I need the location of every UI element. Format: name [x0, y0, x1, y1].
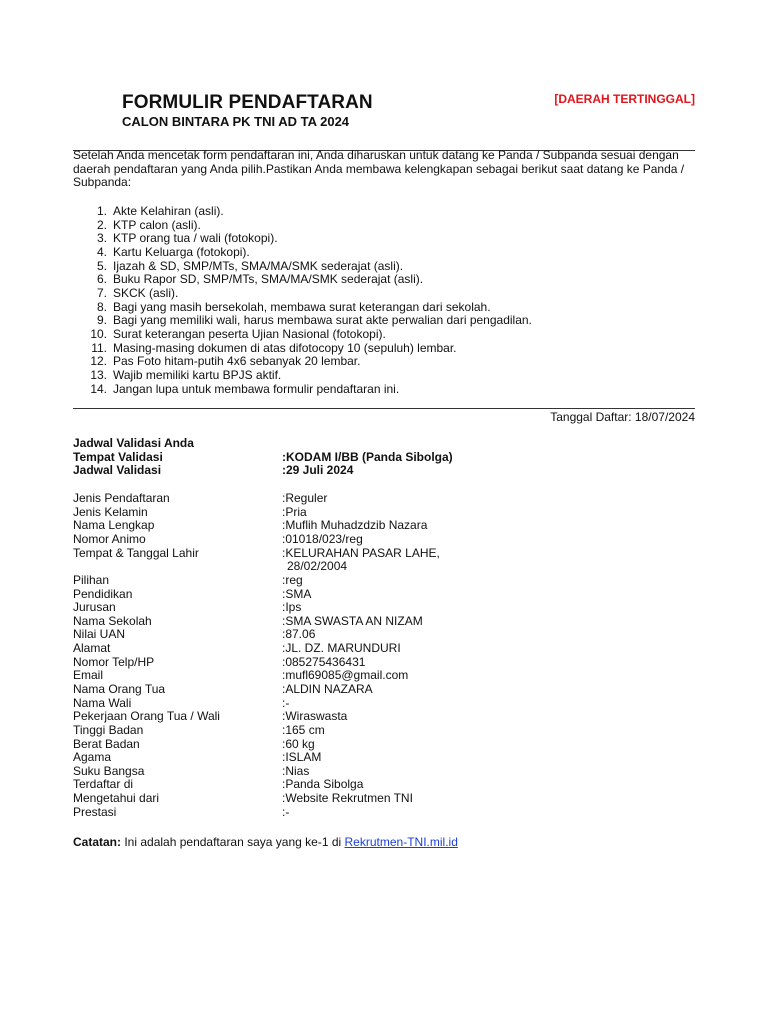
detail-value — [282, 506, 307, 520]
detail-value-text: :01018/023/reg — [282, 531, 363, 546]
detail-label: Nilai UAN — [73, 627, 126, 642]
detail-label: Tempat & Tanggal Lahir — [73, 545, 199, 560]
schedule-place-value: :KODAM I/BB (Panda Sibolga) — [282, 449, 453, 464]
requirement-number: 13. — [90, 367, 107, 382]
detail-value-line2: 28/02/2004 — [287, 559, 348, 574]
detail-row — [73, 683, 703, 697]
requirement-number: 9. — [96, 313, 107, 328]
detail-row — [73, 751, 703, 765]
detail-label: Nama Orang Tua — [73, 681, 166, 696]
detail-value — [282, 778, 363, 792]
detail-value — [282, 765, 309, 779]
detail-row — [73, 710, 703, 724]
requirement-text: Kartu Keluarga (fotokopi). — [113, 244, 250, 259]
detail-label: Berat Badan — [73, 736, 140, 751]
detail-value-text: :ISLAM — [282, 750, 322, 765]
detail-value-text: :- — [282, 695, 290, 710]
detail-label: Nomor Animo — [73, 531, 146, 546]
detail-value-text: :SMA — [282, 586, 312, 601]
detail-label: Nama Sekolah — [73, 613, 152, 628]
detail-row — [73, 628, 703, 642]
detail-value-text: :reg — [282, 572, 303, 587]
form-title: FORMULIR PENDAFTARAN — [122, 92, 373, 113]
requirement-item — [73, 342, 532, 356]
schedule-date-value: :29 Juli 2024 — [282, 463, 354, 478]
requirement-item — [73, 383, 532, 397]
detail-row — [73, 506, 703, 520]
detail-value-text: :SMA SWASTA AN NIZAM — [282, 613, 423, 628]
detail-label: Pendidikan — [73, 586, 133, 601]
detail-label: Jenis Kelamin — [73, 504, 148, 519]
detail-row — [73, 697, 703, 711]
requirement-number: 1. — [96, 204, 107, 218]
detail-label: Agama — [73, 750, 112, 765]
requirement-number: 3. — [96, 231, 107, 246]
detail-label: Nomor Telp/HP — [73, 654, 155, 669]
detail-row — [73, 574, 703, 588]
detail-value-text: :Website Rekrutmen TNI — [282, 791, 413, 806]
detail-value-text: :Panda Sibolga — [282, 777, 364, 792]
requirement-text: KTP calon (asli). — [113, 217, 201, 232]
detail-label: Mengetahui dari — [73, 791, 160, 806]
requirement-item — [73, 301, 532, 315]
detail-value — [282, 710, 347, 724]
requirement-number: 12. — [90, 354, 107, 369]
detail-label: Jurusan — [73, 600, 116, 615]
detail-row — [73, 492, 703, 506]
requirement-item — [73, 232, 532, 246]
requirement-item — [73, 369, 532, 383]
requirement-text: KTP orang tua / wali (fotokopi). — [113, 231, 278, 246]
detail-value-text: :085275436431 — [282, 654, 366, 669]
intro-paragraph: Setelah Anda mencetak form pendaftaran ini, Anda diharuskan untuk datang ke Panda / Subpanda sesuai dengan daerah pendaftaran yang Anda pilih.Pastikan Anda membawa kelengkapan sebagai berikut saat datang ke Panda / Subpanda: — [73, 148, 685, 190]
detail-row — [73, 519, 703, 533]
detail-value — [282, 697, 289, 711]
detail-row — [73, 656, 703, 670]
detail-row — [73, 765, 703, 779]
form-subtitle: CALON BINTARA PK TNI AD TA 2024 — [122, 114, 350, 129]
detail-row — [73, 533, 703, 547]
detail-value-text: :87.06 — [282, 627, 316, 642]
detail-value — [282, 601, 301, 615]
requirement-text: Surat keterangan peserta Ujian Nasional (fotokopi). — [113, 326, 386, 341]
detail-value-text: :Ips — [282, 600, 302, 615]
detail-value — [282, 628, 315, 642]
detail-value — [282, 806, 289, 820]
requirement-text: Ijazah & SD, SMP/MTs, SMA/MA/SMK sederajat (asli). — [113, 258, 404, 273]
detail-value-text: :mufl69085@gmail.com — [282, 668, 409, 683]
detail-value — [282, 519, 427, 533]
detail-value — [282, 751, 321, 765]
detail-value — [282, 533, 363, 547]
requirement-number: 7. — [96, 285, 107, 300]
detail-label: Nama Lengkap — [73, 518, 155, 533]
requirement-text: Akte Kelahiran (asli). — [113, 204, 224, 218]
detail-value-text: :JL. DZ. MARUNDURI — [282, 641, 401, 656]
requirement-item — [73, 273, 532, 287]
requirement-number: 8. — [96, 299, 107, 314]
detail-row — [73, 806, 703, 820]
note-text: Ini adalah pendaftaran saya yang ke-1 di — [121, 835, 345, 849]
detail-value-text: :ALDIN NAZARA — [282, 681, 373, 696]
requirement-item — [73, 205, 532, 219]
detail-row — [73, 588, 703, 602]
detail-row — [73, 778, 703, 792]
detail-label: Email — [73, 668, 104, 683]
requirement-number: 6. — [96, 272, 107, 287]
requirement-number: 2. — [96, 217, 107, 232]
detail-value-text: :- — [282, 804, 290, 819]
detail-value — [282, 792, 413, 806]
requirement-item — [73, 219, 532, 233]
detail-value-text: :165 cm — [282, 722, 325, 737]
detail-label: Terdaftar di — [73, 777, 134, 792]
registration-date: Tanggal Daftar: 18/07/2024 — [550, 410, 695, 424]
requirement-text: Bagi yang masih bersekolah, membawa surat keterangan dari sekolah. — [113, 299, 491, 314]
region-tag: [DAERAH TERTINGGAL] — [554, 92, 695, 106]
requirement-item — [73, 328, 532, 342]
detail-value — [282, 615, 423, 629]
detail-value-text: :60 kg — [282, 736, 315, 751]
requirement-item — [73, 246, 532, 260]
requirement-text: SKCK (asli). — [113, 285, 179, 300]
requirement-item — [73, 260, 532, 274]
detail-value-text: :Wiraswasta — [282, 709, 348, 724]
requirement-text: Jangan lupa untuk membawa formulir pendaftaran ini. — [113, 381, 400, 396]
detail-label: Jenis Pendaftaran — [73, 491, 170, 505]
requirement-text: Masing-masing dokumen di atas difotocopy 10 (sepuluh) lembar. — [113, 340, 457, 355]
detail-value-text: :Reguler — [282, 491, 328, 505]
requirement-item — [73, 314, 532, 328]
detail-label: Suku Bangsa — [73, 763, 145, 778]
detail-row — [73, 738, 703, 752]
requirement-text: Wajib memiliki kartu BPJS aktif. — [113, 367, 282, 382]
requirement-text: Bagi yang memiliki wali, harus membawa surat akte perwalian dari pengadilan. — [113, 313, 532, 328]
detail-value — [282, 642, 401, 656]
detail-value — [282, 492, 327, 506]
detail-value — [282, 574, 303, 588]
detail-value — [282, 588, 311, 602]
schedule-date-label: Jadwal Validasi — [73, 463, 162, 478]
requirement-number: 5. — [96, 258, 107, 273]
requirements-list — [73, 205, 532, 396]
detail-label: Alamat — [73, 641, 111, 656]
requirement-text: Pas Foto hitam-putih 4x6 sebanyak 20 lembar. — [113, 354, 361, 369]
detail-value — [282, 724, 325, 738]
rekrutmen-link[interactable]: Rekrutmen-TNI.mil.id — [344, 835, 458, 849]
applicant-details — [73, 492, 703, 819]
detail-value — [282, 738, 315, 752]
detail-row — [73, 601, 703, 615]
detail-row — [73, 615, 703, 629]
detail-label: Prestasi — [73, 804, 117, 819]
detail-value — [282, 547, 440, 574]
requirement-number: 11. — [91, 340, 107, 355]
detail-value — [282, 656, 365, 670]
detail-label: Pilihan — [73, 572, 110, 587]
detail-value-text: :KELURAHAN PASAR LAHE, — [282, 545, 440, 560]
schedule-place-label: Tempat Validasi — [73, 449, 163, 464]
requirement-number: 10. — [90, 326, 107, 341]
requirement-item — [73, 287, 532, 301]
detail-label: Nama Wali — [73, 695, 132, 710]
detail-value-text: :Muflih Muhadzdzib Nazara — [282, 518, 428, 533]
note-label: Catatan: — [73, 835, 122, 849]
detail-value-text: :Nias — [282, 763, 310, 778]
detail-row — [73, 547, 703, 574]
detail-value-text: :Pria — [282, 504, 307, 519]
requirement-item — [73, 355, 532, 369]
detail-value — [282, 683, 373, 697]
detail-row — [73, 724, 703, 738]
detail-label: Tinggi Badan — [73, 722, 144, 737]
detail-value — [282, 669, 408, 683]
detail-row — [73, 642, 703, 656]
detail-row — [73, 792, 703, 806]
requirement-text: Buku Rapor SD, SMP/MTs, SMA/MA/SMK sederajat (asli). — [113, 272, 424, 287]
divider-bottom — [73, 408, 695, 409]
requirement-number: 4. — [96, 244, 107, 259]
requirement-number: 14. — [90, 381, 107, 396]
footer-note — [73, 835, 458, 849]
detail-label: Pekerjaan Orang Tua / Wali — [73, 709, 220, 724]
detail-row — [73, 669, 703, 683]
schedule-heading: Jadwal Validasi Anda — [73, 436, 194, 450]
